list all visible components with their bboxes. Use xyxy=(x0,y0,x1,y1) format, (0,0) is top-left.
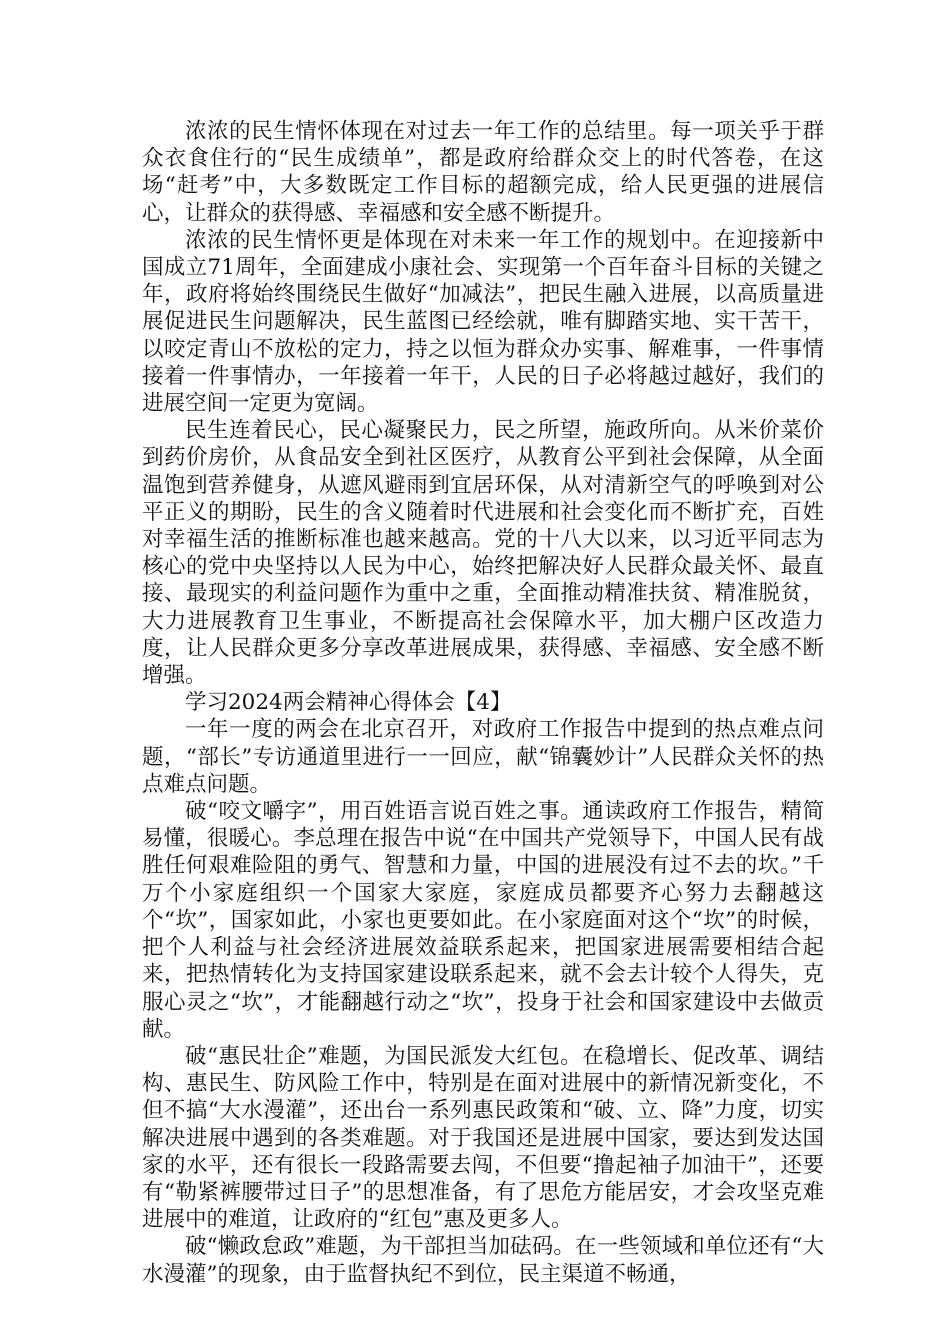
paragraph: 破“懒政怠政”难题，为干部担当加砝码。在一些领域和单位还有“大水漫灌”的现象，由于监督执纪不到位，民主渠道不畅通， xyxy=(142,1234,824,1287)
paragraph: 一年一度的两会在北京召开，对政府工作报告中提到的热点难点问题，“部长”专访通道里进行一一回应，献“锦囊妙计”人民群众关怀的热点难点问题。 xyxy=(142,717,824,797)
paragraph: 浓浓的民生情怀体现在对过去一年工作的总结里。每一项关乎于群众衣食住行的“民生成绩单”，都是政府给群众交上的时代答卷，在这场“赶考”中，大多数既定工作目标的超额完成，给人民更强的进展信心，让群众的获得感、幸福感和安全感不断提升。 xyxy=(142,119,824,226)
paragraph: 浓浓的民生情怀更是体现在对未来一年工作的规划中。在迎接新中国成立71周年，全面建成小康社会、实现第一个百年奋斗目标的关键之年，政府将始终围绕民生做好“加减法”，把民生融入进展，以高质量进展促进民生问题解决，民生蓝图已经绘就，唯有脚踏实地、实干苦干，以咬定青山不放松的定力，持之以恒为群众办实事、解难事，一件事情接着一件事情办，一年接着一年干，人民的日子必将越过越好，我们的进展空间一定更为宽阔。 xyxy=(142,227,824,417)
paragraph: 破“惠民壮企”难题，为国民派发大红包。在稳增长、促改革、调结构、惠民生、防风险工作中，特别是在面对进展中的新情况新变化，不但不搞“大水漫灌”，还出台一系列惠民政策和“破、立、降”力度，切实解决进展中遇到的各类难题。对于我国还是进展中国家，要达到发达国家的水平，还有很长一段路需要去闯，不但要“撸起袖子加油干”，还要有“勒紧裤腰带过日子”的思想准备，有了思危方能居安，才会攻坚克难进展中的难道，让政府的“红包”惠及更多人。 xyxy=(142,1043,824,1233)
paragraph: 破“咬文嚼字”，用百姓语言说百姓之事。通读政府工作报告，精简易懂，很暖心。李总理在报告中说“在中国共产党领导下，中国人民有战胜任何艰难险阻的勇气、智慧和力量，中国的进展没有过不去的坎。”千万个小家庭组织一个国家大家庭，家庭成员都要齐心努力去翻越这个“坎”，国家如此，小家也更要如此。在小家庭面对这个“坎”的时候，把个人利益与社会经济进展效益联系起来，把国家进展需要相结合起来，把热情转化为支持国家建设联系起来，就不会去计较个人得失，克服心灵之“坎”，才能翻越行动之“坎”，投身于社会和国家建设中去做贡献。 xyxy=(142,799,824,1042)
section-heading: 学习2024两会精神心得体会【4】 xyxy=(185,690,512,716)
paragraph: 民生连着民心，民心凝聚民力，民之所望，施政所向。从米价菜价到药价房价，从食品安全到社区医疗，从教育公平到社会保障，从全面温饱到营养健身，从遮风避雨到宜居环保，从对清新空气的呼唤到对公平正义的期盼，民生的含义随着时代进展和社会变化而不断扩充，百姓对幸福生活的推断标准也越来越高。党的十八大以来，以习近平同志为核心的党中央坚持以人民为中心，始终把解决好人民群众最关怀、最直接、最现实的利益问题作为重中之重，全面推动精准扶贫、精准脱贫，大力进展教育卫生事业，不断提高社会保障水平，加大棚户区改造力度，让人民群众更多分享改革进展成果，获得感、幸福感、安全感不断增强。 xyxy=(142,418,824,689)
document-body xyxy=(142,118,824,1288)
